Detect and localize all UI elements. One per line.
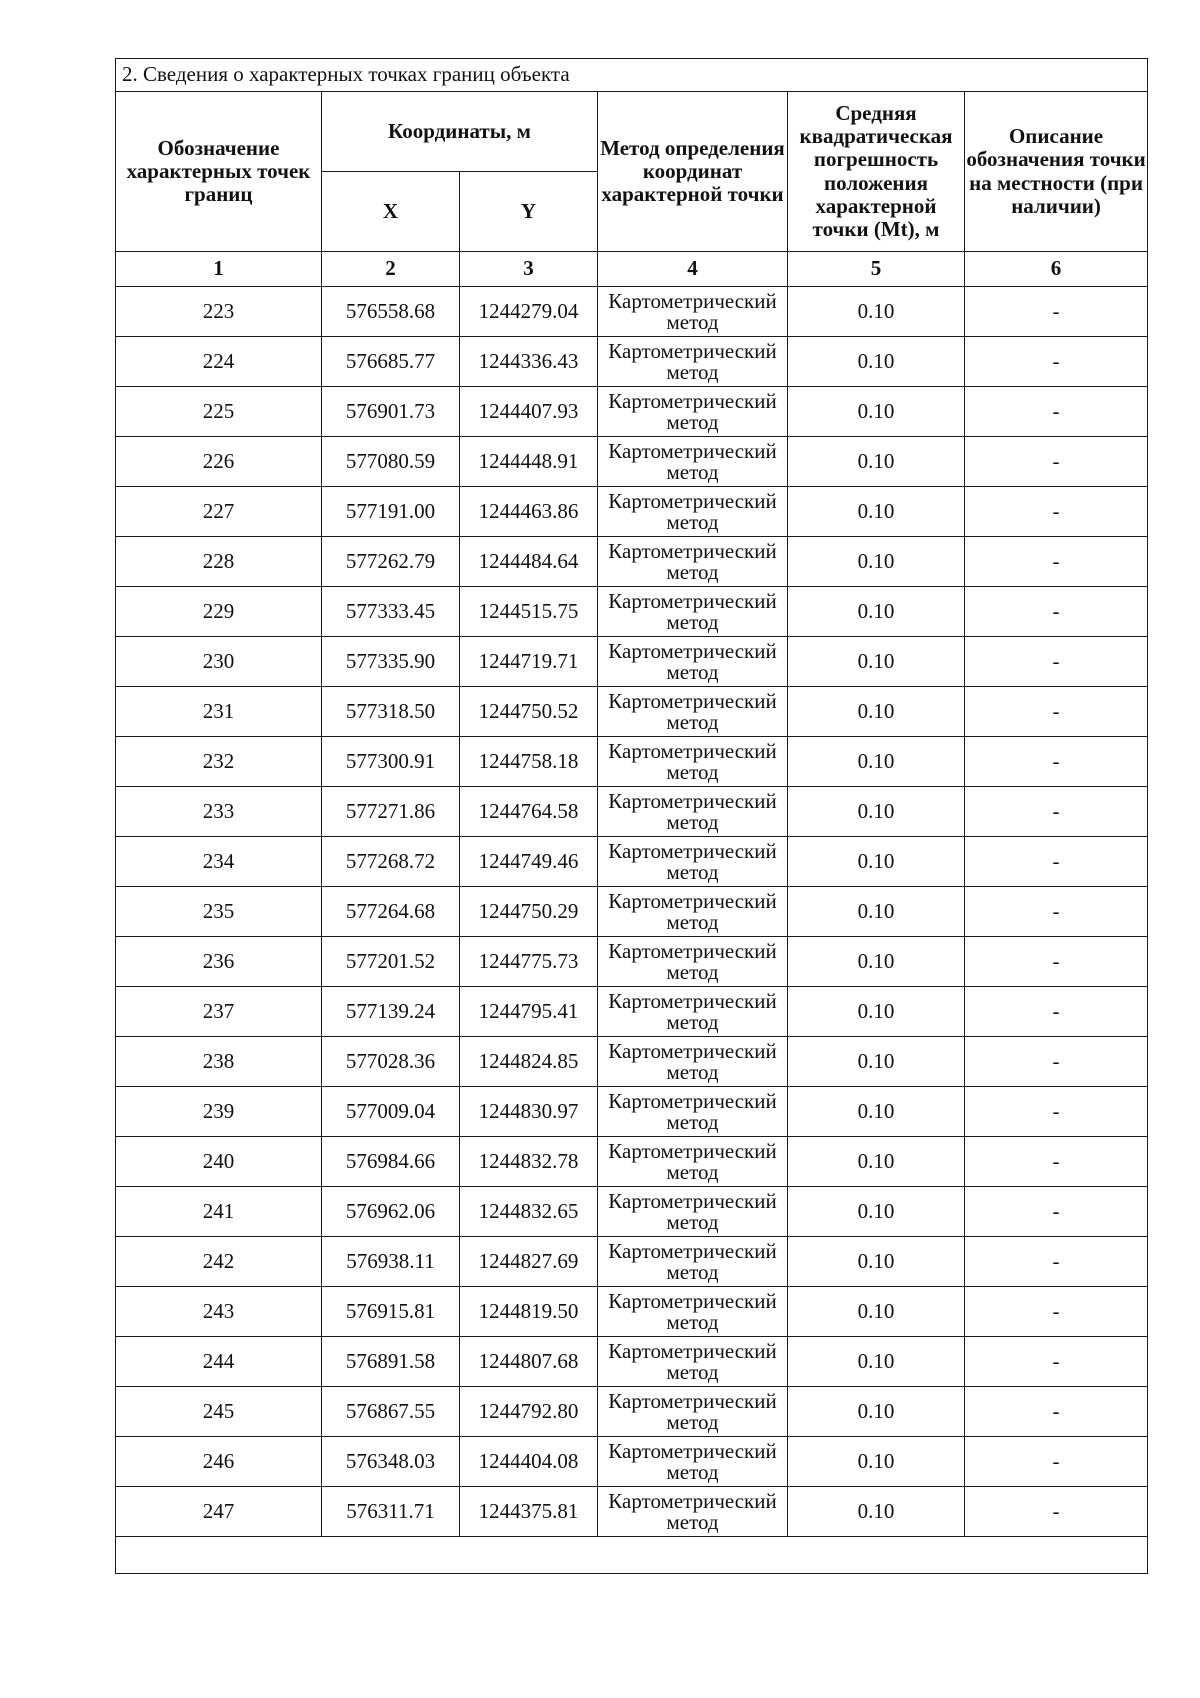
method-line-1: Картометрический xyxy=(608,1388,777,1413)
point-cell: 223 xyxy=(116,287,322,337)
method-line-1: Картометрический xyxy=(608,1188,777,1213)
x-coordinate-cell: 576867.55 xyxy=(322,1387,460,1437)
x-coordinate-cell: 577262.79 xyxy=(322,537,460,587)
mt-cell: 0.10 xyxy=(788,1387,965,1437)
method-line-1: Картометрический xyxy=(608,338,777,363)
y-coordinate-cell: 1244758.18 xyxy=(460,737,598,787)
column-number-2: 2 xyxy=(322,252,460,287)
method-line-1: Картометрический xyxy=(608,938,777,963)
method-line-1: Картометрический xyxy=(608,1288,777,1313)
x-coordinate-cell: 577300.91 xyxy=(322,737,460,787)
x-coordinate-cell: 576891.58 xyxy=(322,1337,460,1387)
description-cell: - xyxy=(965,937,1148,987)
method-line-2: метод xyxy=(666,1009,719,1034)
method-cell xyxy=(598,587,788,637)
y-coordinate-cell: 1244827.69 xyxy=(460,1237,598,1287)
mt-cell: 0.10 xyxy=(788,587,965,637)
mt-cell: 0.10 xyxy=(788,737,965,787)
table-row xyxy=(116,587,1148,637)
method-line-2: метод xyxy=(666,509,719,534)
table-row xyxy=(116,837,1148,887)
empty-footer-row xyxy=(116,1537,1148,1574)
method-line-2: метод xyxy=(666,409,719,434)
x-coordinate-cell: 577191.00 xyxy=(322,487,460,537)
method-line-2: метод xyxy=(666,1509,719,1534)
description-cell: - xyxy=(965,1437,1148,1487)
x-coordinate-cell: 577318.50 xyxy=(322,687,460,737)
y-coordinate-cell: 1244807.68 xyxy=(460,1337,598,1387)
description-cell: - xyxy=(965,587,1148,637)
method-line-1: Картометрический xyxy=(608,588,777,613)
point-cell: 232 xyxy=(116,737,322,787)
header-x: X xyxy=(322,172,460,252)
x-coordinate-cell: 576962.06 xyxy=(322,1187,460,1237)
x-coordinate-cell: 576348.03 xyxy=(322,1437,460,1487)
y-coordinate-cell: 1244463.86 xyxy=(460,487,598,537)
method-cell xyxy=(598,437,788,487)
method-line-1: Картометрический xyxy=(608,638,777,663)
mt-cell: 0.10 xyxy=(788,1187,965,1237)
point-cell: 235 xyxy=(116,887,322,937)
method-line-2: метод xyxy=(666,309,719,334)
mt-cell: 0.10 xyxy=(788,1237,965,1287)
method-line-1: Картометрический xyxy=(608,388,777,413)
method-line-2: метод xyxy=(666,1059,719,1084)
point-cell: 227 xyxy=(116,487,322,537)
method-line-2: метод xyxy=(666,759,719,784)
method-line-2: метод xyxy=(666,859,719,884)
mt-cell: 0.10 xyxy=(788,1037,965,1087)
method-line-2: метод xyxy=(666,609,719,634)
table-row xyxy=(116,537,1148,587)
point-cell: 240 xyxy=(116,1137,322,1187)
mt-cell: 0.10 xyxy=(788,987,965,1037)
table-row xyxy=(116,987,1148,1037)
table-row xyxy=(116,1137,1148,1187)
y-coordinate-cell: 1244375.81 xyxy=(460,1487,598,1537)
y-coordinate-cell: 1244407.93 xyxy=(460,387,598,437)
description-cell: - xyxy=(965,1387,1148,1437)
method-line-1: Картометрический xyxy=(608,438,777,463)
method-line-2: метод xyxy=(666,959,719,984)
description-cell: - xyxy=(965,837,1148,887)
point-cell: 241 xyxy=(116,1187,322,1237)
description-cell: - xyxy=(965,1487,1148,1537)
description-cell: - xyxy=(965,1337,1148,1387)
y-coordinate-cell: 1244775.73 xyxy=(460,937,598,987)
point-cell: 247 xyxy=(116,1487,322,1537)
description-cell: - xyxy=(965,687,1148,737)
method-cell xyxy=(598,887,788,937)
table-row xyxy=(116,1437,1148,1487)
method-cell xyxy=(598,337,788,387)
method-line-2: метод xyxy=(666,909,719,934)
description-cell: - xyxy=(965,887,1148,937)
point-cell: 231 xyxy=(116,687,322,737)
y-coordinate-cell: 1244279.04 xyxy=(460,287,598,337)
x-coordinate-cell: 577335.90 xyxy=(322,637,460,687)
mt-cell: 0.10 xyxy=(788,337,965,387)
point-cell: 244 xyxy=(116,1337,322,1387)
table-row xyxy=(116,287,1148,337)
method-cell xyxy=(598,1387,788,1437)
description-cell: - xyxy=(965,787,1148,837)
description-cell: - xyxy=(965,1087,1148,1137)
mt-cell: 0.10 xyxy=(788,837,965,887)
method-line-1: Картометрический xyxy=(608,1088,777,1113)
table-row xyxy=(116,687,1148,737)
method-cell xyxy=(598,687,788,737)
x-coordinate-cell: 577264.68 xyxy=(322,887,460,937)
method-line-2: метод xyxy=(666,1109,719,1134)
method-cell xyxy=(598,737,788,787)
method-cell xyxy=(598,1287,788,1337)
header-mean-square-error: Средняя квадратическая погрешность положения характерной точки (Mt), м xyxy=(788,92,965,252)
mt-cell: 0.10 xyxy=(788,787,965,837)
method-cell xyxy=(598,1237,788,1287)
mt-cell: 0.10 xyxy=(788,1137,965,1187)
point-cell: 230 xyxy=(116,637,322,687)
method-cell xyxy=(598,1087,788,1137)
table-row xyxy=(116,1337,1148,1387)
table-row xyxy=(116,437,1148,487)
description-cell: - xyxy=(965,537,1148,587)
description-cell: - xyxy=(965,437,1148,487)
method-line-1: Картометрический xyxy=(608,688,777,713)
y-coordinate-cell: 1244832.65 xyxy=(460,1187,598,1237)
method-line-1: Картометрический xyxy=(608,888,777,913)
method-line-1: Картометрический xyxy=(608,738,777,763)
description-cell: - xyxy=(965,1137,1148,1187)
point-cell: 225 xyxy=(116,387,322,437)
y-coordinate-cell: 1244404.08 xyxy=(460,1437,598,1487)
method-line-2: метод xyxy=(666,1459,719,1484)
description-cell: - xyxy=(965,337,1148,387)
boundary-points-table xyxy=(115,58,1148,1574)
table-row xyxy=(116,737,1148,787)
description-cell: - xyxy=(965,387,1148,437)
mt-cell: 0.10 xyxy=(788,1287,965,1337)
mt-cell: 0.10 xyxy=(788,1487,965,1537)
x-coordinate-cell: 577080.59 xyxy=(322,437,460,487)
method-cell xyxy=(598,937,788,987)
method-cell xyxy=(598,487,788,537)
y-coordinate-cell: 1244819.50 xyxy=(460,1287,598,1337)
method-cell xyxy=(598,1137,788,1187)
mt-cell: 0.10 xyxy=(788,1437,965,1487)
y-coordinate-cell: 1244750.52 xyxy=(460,687,598,737)
column-number-6: 6 xyxy=(965,252,1148,287)
table-row xyxy=(116,1187,1148,1237)
x-coordinate-cell: 576938.11 xyxy=(322,1237,460,1287)
header-coordinates: Координаты, м xyxy=(322,92,598,172)
method-cell xyxy=(598,787,788,837)
column-number-4: 4 xyxy=(598,252,788,287)
point-cell: 234 xyxy=(116,837,322,887)
column-number-1: 1 xyxy=(116,252,322,287)
method-line-2: метод xyxy=(666,809,719,834)
y-coordinate-cell: 1244749.46 xyxy=(460,837,598,887)
mt-cell: 0.10 xyxy=(788,387,965,437)
table-row xyxy=(116,887,1148,937)
y-coordinate-cell: 1244832.78 xyxy=(460,1137,598,1187)
x-coordinate-cell: 576901.73 xyxy=(322,387,460,437)
x-coordinate-cell: 577268.72 xyxy=(322,837,460,887)
method-line-2: метод xyxy=(666,1259,719,1284)
table-row xyxy=(116,1037,1148,1087)
point-cell: 246 xyxy=(116,1437,322,1487)
method-line-2: метод xyxy=(666,1159,719,1184)
point-cell: 229 xyxy=(116,587,322,637)
method-line-1: Картометрический xyxy=(608,838,777,863)
header-point-designation: Обозначение характерных точек границ xyxy=(116,92,322,252)
header-method: Метод определения координат характерной точки xyxy=(598,92,788,252)
y-coordinate-cell: 1244792.80 xyxy=(460,1387,598,1437)
table-row xyxy=(116,1087,1148,1137)
mt-cell: 0.10 xyxy=(788,437,965,487)
x-coordinate-cell: 577271.86 xyxy=(322,787,460,837)
y-coordinate-cell: 1244764.58 xyxy=(460,787,598,837)
point-cell: 239 xyxy=(116,1087,322,1137)
y-coordinate-cell: 1244830.97 xyxy=(460,1087,598,1137)
header-y: Y xyxy=(460,172,598,252)
point-cell: 236 xyxy=(116,937,322,987)
method-line-2: метод xyxy=(666,1309,719,1334)
point-cell: 233 xyxy=(116,787,322,837)
x-coordinate-cell: 576915.81 xyxy=(322,1287,460,1337)
method-cell xyxy=(598,837,788,887)
y-coordinate-cell: 1244448.91 xyxy=(460,437,598,487)
point-cell: 242 xyxy=(116,1237,322,1287)
mt-cell: 0.10 xyxy=(788,937,965,987)
table-row xyxy=(116,1387,1148,1437)
y-coordinate-cell: 1244515.75 xyxy=(460,587,598,637)
mt-cell: 0.10 xyxy=(788,1087,965,1137)
x-coordinate-cell: 576311.71 xyxy=(322,1487,460,1537)
mt-cell: 0.10 xyxy=(788,687,965,737)
description-cell: - xyxy=(965,287,1148,337)
mt-cell: 0.10 xyxy=(788,887,965,937)
method-line-2: метод xyxy=(666,659,719,684)
point-cell: 243 xyxy=(116,1287,322,1337)
method-line-1: Картометрический xyxy=(608,488,777,513)
method-cell xyxy=(598,537,788,587)
point-cell: 238 xyxy=(116,1037,322,1087)
mt-cell: 0.10 xyxy=(788,637,965,687)
mt-cell: 0.10 xyxy=(788,487,965,537)
method-line-2: метод xyxy=(666,709,719,734)
method-line-2: метод xyxy=(666,1409,719,1434)
method-line-1: Картометрический xyxy=(608,788,777,813)
method-line-1: Картометрический xyxy=(608,288,777,313)
y-coordinate-cell: 1244336.43 xyxy=(460,337,598,387)
method-line-1: Картометрический xyxy=(608,1038,777,1063)
description-cell: - xyxy=(965,1287,1148,1337)
table-row xyxy=(116,337,1148,387)
table-row xyxy=(116,1237,1148,1287)
method-cell xyxy=(598,387,788,437)
x-coordinate-cell: 577333.45 xyxy=(322,587,460,637)
method-cell xyxy=(598,287,788,337)
header-point-description: Описание обозначения точки на местности (при наличии) xyxy=(965,92,1148,252)
y-coordinate-cell: 1244484.64 xyxy=(460,537,598,587)
method-line-1: Картометрический xyxy=(608,538,777,563)
mt-cell: 0.10 xyxy=(788,1337,965,1387)
method-cell xyxy=(598,1037,788,1087)
y-coordinate-cell: 1244750.29 xyxy=(460,887,598,937)
method-line-2: метод xyxy=(666,359,719,384)
method-line-1: Картометрический xyxy=(608,988,777,1013)
y-coordinate-cell: 1244824.85 xyxy=(460,1037,598,1087)
x-coordinate-cell: 577139.24 xyxy=(322,987,460,1037)
method-cell xyxy=(598,1437,788,1487)
method-line-2: метод xyxy=(666,1359,719,1384)
y-coordinate-cell: 1244795.41 xyxy=(460,987,598,1037)
description-cell: - xyxy=(965,737,1148,787)
point-cell: 237 xyxy=(116,987,322,1037)
description-cell: - xyxy=(965,1187,1148,1237)
method-line-1: Картометрический xyxy=(608,1238,777,1263)
method-cell xyxy=(598,987,788,1037)
method-line-1: Картометрический xyxy=(608,1488,777,1513)
point-cell: 224 xyxy=(116,337,322,387)
point-cell: 228 xyxy=(116,537,322,587)
x-coordinate-cell: 577201.52 xyxy=(322,937,460,987)
method-cell xyxy=(598,1337,788,1387)
method-line-2: метод xyxy=(666,559,719,584)
method-line-1: Картометрический xyxy=(608,1338,777,1363)
description-cell: - xyxy=(965,987,1148,1037)
section-title: 2. Сведения о характерных точках границ объекта xyxy=(116,59,1148,92)
x-coordinate-cell: 576685.77 xyxy=(322,337,460,387)
table-row xyxy=(116,787,1148,837)
method-line-1: Картометрический xyxy=(608,1438,777,1463)
table-row xyxy=(116,387,1148,437)
method-cell xyxy=(598,1187,788,1237)
x-coordinate-cell: 576558.68 xyxy=(322,287,460,337)
column-number-5: 5 xyxy=(788,252,965,287)
column-number-3: 3 xyxy=(460,252,598,287)
table-row xyxy=(116,487,1148,537)
table-row xyxy=(116,1287,1148,1337)
description-cell: - xyxy=(965,1237,1148,1287)
method-line-1: Картометрический xyxy=(608,1138,777,1163)
point-cell: 226 xyxy=(116,437,322,487)
point-cell: 245 xyxy=(116,1387,322,1437)
table-row xyxy=(116,937,1148,987)
description-cell: - xyxy=(965,1037,1148,1087)
mt-cell: 0.10 xyxy=(788,287,965,337)
mt-cell: 0.10 xyxy=(788,537,965,587)
method-cell xyxy=(598,637,788,687)
y-coordinate-cell: 1244719.71 xyxy=(460,637,598,687)
method-cell xyxy=(598,1487,788,1537)
table-row xyxy=(116,637,1148,687)
method-line-2: метод xyxy=(666,1209,719,1234)
x-coordinate-cell: 577028.36 xyxy=(322,1037,460,1087)
description-cell: - xyxy=(965,637,1148,687)
method-line-2: метод xyxy=(666,459,719,484)
x-coordinate-cell: 576984.66 xyxy=(322,1137,460,1187)
table-row xyxy=(116,1487,1148,1537)
x-coordinate-cell: 577009.04 xyxy=(322,1087,460,1137)
table-body xyxy=(116,287,1148,1537)
description-cell: - xyxy=(965,487,1148,537)
